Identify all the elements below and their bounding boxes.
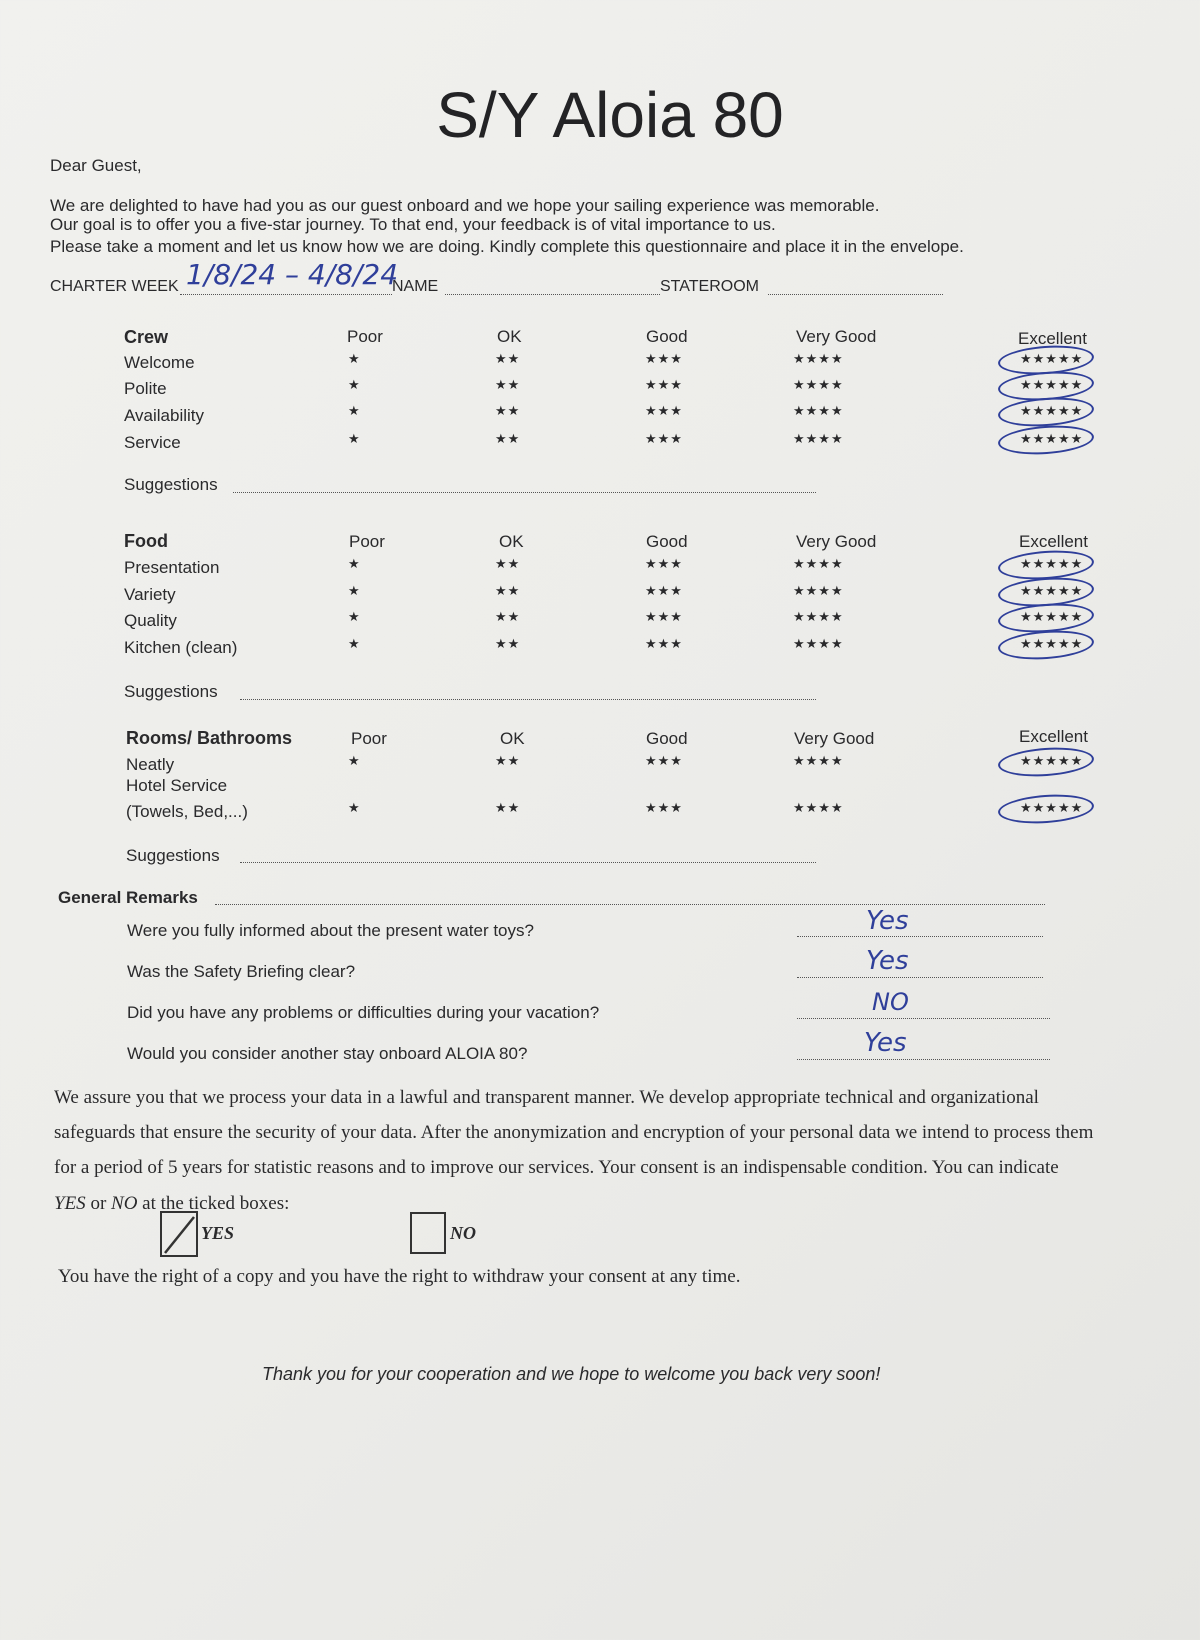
privacy-line-1: We assure you that we process your data in a lawful and transparent manner. We develop appropriate technical and organizational: [54, 1087, 1039, 1108]
rating-stars-2[interactable]: ★★: [495, 610, 521, 625]
question-1: Were you fully informed about the present water toys?: [127, 921, 534, 940]
consent-yes-label: YES: [201, 1223, 235, 1243]
consent-no-label: NO: [450, 1223, 476, 1243]
section-heading-food: Food: [124, 531, 168, 551]
answer-3[interactable]: NO: [872, 988, 909, 1016]
rating-stars-2[interactable]: ★★: [495, 754, 521, 769]
rating-stars-1[interactable]: ★: [348, 352, 361, 367]
answer-2[interactable]: Yes: [866, 946, 909, 976]
charter-week-value[interactable]: 1/8/24 – 4/8/24: [186, 258, 399, 291]
closing-message: Thank you for your cooperation and we hope to welcome you back very soon!: [262, 1364, 881, 1384]
rating-stars-3[interactable]: ★★★: [645, 754, 683, 769]
answer-1[interactable]: Yes: [866, 906, 909, 936]
rating-stars-2[interactable]: ★★: [495, 557, 521, 572]
charter-week-label: CHARTER WEEK: [50, 278, 179, 295]
row-label: Service: [124, 433, 181, 452]
rating-stars-3[interactable]: ★★★: [645, 557, 683, 572]
rating-stars-2[interactable]: ★★: [495, 432, 521, 447]
rating-stars-1[interactable]: ★: [348, 432, 361, 447]
privacy-line-2: safeguards that ensure the security of your data. After the anonymization and encryption of your personal data we intend to process them: [54, 1122, 1094, 1143]
greeting: Dear Guest,: [50, 156, 142, 175]
rating-stars-1[interactable]: ★: [348, 754, 361, 769]
row-label: Variety: [124, 585, 176, 604]
row-label: Welcome: [124, 353, 195, 372]
suggestions-field[interactable]: [240, 699, 816, 700]
form-title: S/Y Aloia 80: [436, 79, 784, 151]
scale-good: Good: [646, 327, 688, 346]
rating-stars-5[interactable]: ★★★★★: [1020, 378, 1084, 393]
rating-stars-4[interactable]: ★★★★: [793, 754, 844, 769]
rating-stars-4[interactable]: ★★★★: [793, 352, 844, 367]
rating-stars-5[interactable]: ★★★★★: [1020, 754, 1084, 769]
rating-stars-1[interactable]: ★: [348, 584, 361, 599]
row-label-continued: (Towels, Bed,...): [126, 802, 248, 821]
rating-stars-3[interactable]: ★★★: [645, 432, 683, 447]
rating-stars-2[interactable]: ★★: [495, 352, 521, 367]
suggestions-label: Suggestions: [124, 475, 218, 494]
question-3: Did you have any problems or difficulties during your vacation?: [127, 1003, 600, 1022]
suggestions-label: Suggestions: [124, 682, 218, 701]
consent-yes-checkbox[interactable]: [160, 1211, 198, 1257]
rating-stars-1[interactable]: ★: [348, 557, 361, 572]
stateroom-label: STATEROOM: [660, 278, 759, 295]
rating-stars-4[interactable]: ★★★★: [793, 610, 844, 625]
rating-stars-5[interactable]: ★★★★★: [1020, 352, 1084, 367]
row-label: Neatly: [126, 755, 175, 774]
privacy-line-4: YES or NO at the ticked boxes:: [54, 1193, 290, 1214]
suggestions-label: Suggestions: [126, 846, 220, 865]
intro-line-2: Our goal is to offer you a five-star journey. To that end, your feedback is of vital importance to us.: [50, 215, 776, 234]
row-label: Presentation: [124, 558, 220, 577]
selected-rating-circle: [997, 792, 1095, 827]
scale-good: Good: [646, 532, 688, 551]
rating-stars-1[interactable]: ★: [348, 801, 361, 816]
rating-stars-5[interactable]: ★★★★★: [1020, 432, 1084, 447]
rating-stars-2[interactable]: ★★: [495, 378, 521, 393]
general-remarks-label: General Remarks: [58, 888, 198, 907]
scale-excellent: Excellent: [1019, 727, 1088, 746]
rating-stars-2[interactable]: ★★: [495, 637, 521, 652]
scale-excellent: Excellent: [1019, 532, 1088, 551]
intro-line-1: We are delighted to have had you as our guest onboard and we hope your sailing experience was memorable.: [50, 196, 880, 215]
rating-stars-2[interactable]: ★★: [495, 801, 521, 816]
selected-rating-circle: [997, 423, 1095, 458]
question-2: Was the Safety Briefing clear?: [127, 962, 356, 981]
rating-stars-5[interactable]: ★★★★★: [1020, 801, 1084, 816]
name-field[interactable]: [445, 294, 660, 295]
stateroom-field[interactable]: [768, 294, 943, 295]
scale-good: Good: [646, 729, 688, 748]
rating-stars-4[interactable]: ★★★★: [793, 432, 844, 447]
rating-stars-4[interactable]: ★★★★: [793, 557, 844, 572]
rating-stars-5[interactable]: ★★★★★: [1020, 610, 1084, 625]
rating-stars-5[interactable]: ★★★★★: [1020, 404, 1084, 419]
section-heading-crew: Crew: [124, 327, 169, 347]
privacy-line-3: for a period of 5 years for statistic reasons and to improve our services. Your consent is an indispensable condition. You can indicate: [54, 1157, 1059, 1178]
rating-stars-5[interactable]: ★★★★★: [1020, 584, 1084, 599]
scale-poor: Poor: [347, 327, 383, 346]
name-label: NAME: [392, 278, 439, 295]
scale-very-good: Very Good: [796, 327, 877, 346]
row-label: Quality: [124, 611, 177, 630]
general-remarks-field[interactable]: [215, 904, 1045, 905]
row-label: Kitchen (clean): [124, 638, 238, 657]
scale-excellent: Excellent: [1018, 329, 1087, 348]
rating-stars-3[interactable]: ★★★: [645, 584, 683, 599]
scale-ok: OK: [500, 729, 525, 748]
rating-stars-4[interactable]: ★★★★: [793, 801, 844, 816]
question-4: Would you consider another stay onboard ALOIA 80?: [127, 1044, 528, 1063]
scale-ok: OK: [497, 327, 522, 346]
rating-stars-1[interactable]: ★: [348, 404, 361, 419]
row-label: Hotel Service: [126, 776, 228, 795]
selected-rating-circle: [997, 628, 1095, 663]
section-heading-rooms: Rooms/ Bathrooms: [126, 728, 293, 748]
suggestions-field[interactable]: [240, 862, 816, 863]
rating-stars-3[interactable]: ★★★: [645, 801, 683, 816]
rating-stars-3[interactable]: ★★★: [645, 610, 683, 625]
scale-ok: OK: [499, 532, 524, 551]
rating-stars-3[interactable]: ★★★: [645, 404, 683, 419]
rating-stars-2[interactable]: ★★: [495, 584, 521, 599]
suggestions-field[interactable]: [233, 492, 816, 493]
selected-rating-circle: [997, 395, 1095, 430]
row-label: Polite: [124, 379, 167, 398]
rating-stars-5[interactable]: ★★★★★: [1020, 557, 1084, 572]
rating-stars-4[interactable]: ★★★★: [793, 404, 844, 419]
selected-rating-circle: [997, 745, 1095, 780]
copy-right-text: You have the right of a copy and you have the right to withdraw your consent at any time.: [58, 1266, 741, 1287]
row-label: Availability: [124, 406, 205, 425]
rating-stars-1[interactable]: ★: [348, 610, 361, 625]
rating-stars-3[interactable]: ★★★: [645, 637, 683, 652]
scale-very-good: Very Good: [794, 729, 875, 748]
rating-stars-3[interactable]: ★★★: [645, 352, 683, 367]
checkmark-icon: [162, 1213, 196, 1255]
scale-poor: Poor: [351, 729, 387, 748]
rating-stars-4[interactable]: ★★★★: [793, 378, 844, 393]
rating-stars-1[interactable]: ★: [348, 378, 361, 393]
intro-line-3: Please take a moment and let us know how we are doing. Kindly complete this questionnaire and place it in the envelope.: [50, 237, 964, 256]
answer-4[interactable]: Yes: [864, 1028, 907, 1058]
rating-stars-3[interactable]: ★★★: [645, 378, 683, 393]
rating-stars-5[interactable]: ★★★★★: [1020, 637, 1084, 652]
scale-poor: Poor: [349, 532, 385, 551]
consent-no-checkbox[interactable]: [410, 1212, 446, 1254]
rating-stars-1[interactable]: ★: [348, 637, 361, 652]
rating-stars-4[interactable]: ★★★★: [793, 637, 844, 652]
rating-stars-4[interactable]: ★★★★: [793, 584, 844, 599]
scale-very-good: Very Good: [796, 532, 877, 551]
rating-stars-2[interactable]: ★★: [495, 404, 521, 419]
